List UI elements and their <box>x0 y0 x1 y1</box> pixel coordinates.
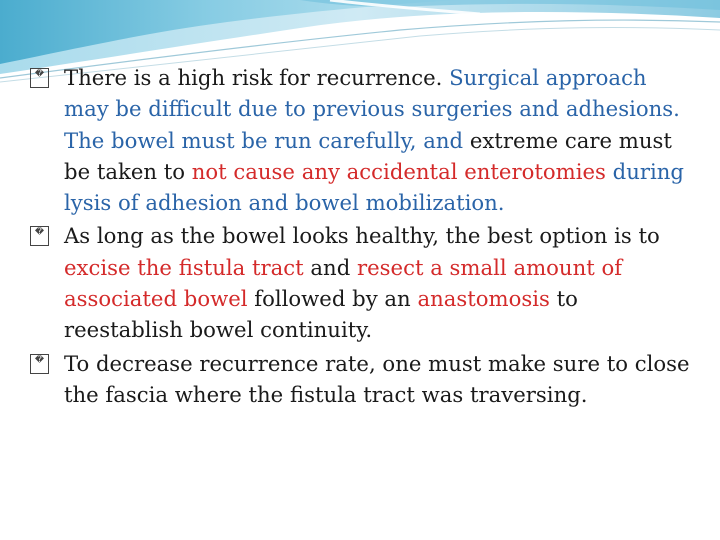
bullet-paragraph-2 <box>30 220 690 345</box>
bullet-text-segment: As long as the bowel looks healthy, the best option is to <box>64 223 660 249</box>
bullet-text-segment: resect a small amount of associated bowel <box>64 254 623 312</box>
bullet-paragraph-1 <box>30 62 690 218</box>
bullet-text-segment: and <box>303 254 357 280</box>
bullet-marker-icon: � <box>30 68 49 88</box>
bullet-text-segment: Surgical approach may be difficult due to previous surgeries and adhesions. The bowel must be run carefully, and <box>64 65 680 153</box>
slide-body <box>30 62 690 412</box>
bullet-text-segment: extreme care must be taken to <box>64 127 672 184</box>
bullet-text-segment: There is a high risk for recurrence. <box>64 65 450 90</box>
bullet-text-segment: to reestablish bowel continuity. <box>64 286 578 343</box>
bullet-text-segment: anastomosis <box>417 286 550 312</box>
bullet-paragraph-3 <box>30 348 690 411</box>
bullet-marker-icon: � <box>30 354 49 374</box>
bullet-marker-icon: � <box>30 226 49 246</box>
bullet-text-segment: excise the fistula tract <box>64 254 304 280</box>
bullet-text-segment: not cause any accidental enterotomies <box>191 158 606 184</box>
bullet-text-segment: during lysis of adhesion and bowel mobilization. <box>64 158 684 216</box>
bullet-text-segment: To decrease recurrence rate, one must make sure to close the fascia where the fistula tract was traversing. <box>64 350 690 407</box>
bullet-text-segment: followed by an <box>247 286 418 312</box>
